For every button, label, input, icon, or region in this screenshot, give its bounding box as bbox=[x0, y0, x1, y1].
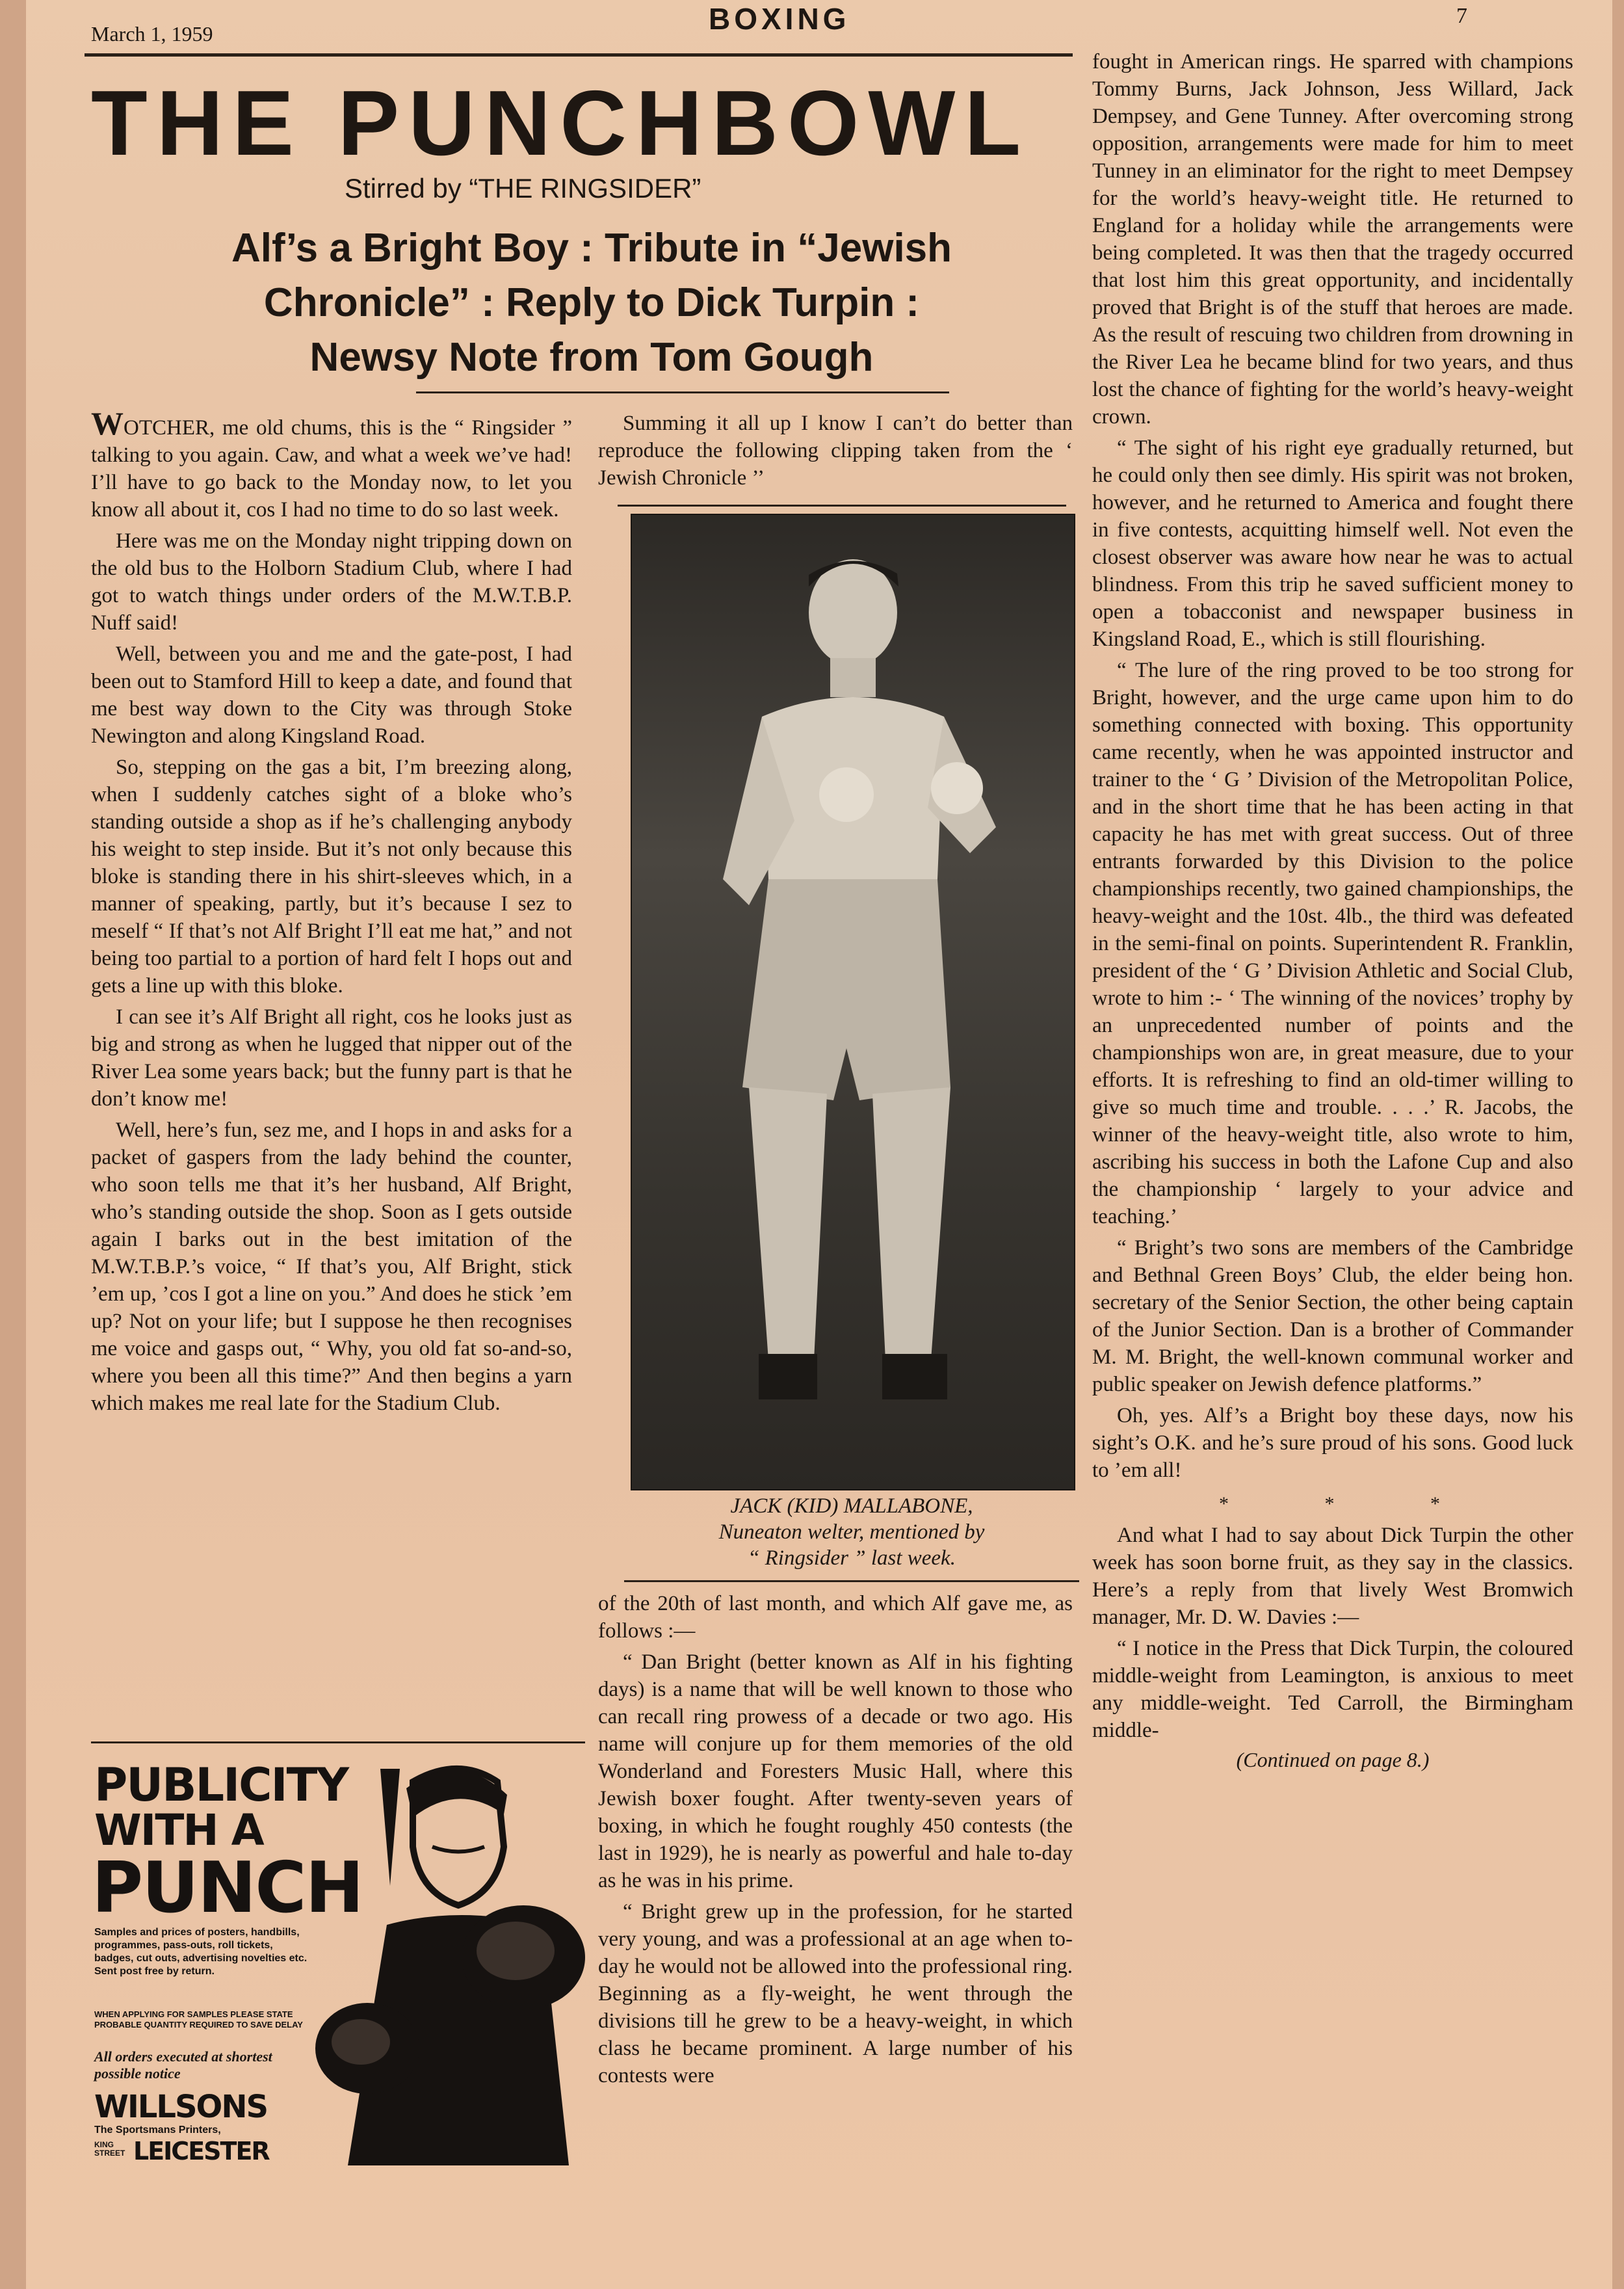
col2-intro: Summing it all up I know I can’t do better than reproduce the following clipping taken from the ‘ Jewish Chronicle ’’ bbox=[598, 412, 1073, 490]
caption-rule bbox=[624, 1580, 1079, 1582]
col3-para-1: fought in American rings. He sparred with champions Tommy Burns, Jack Johnson, Jess Willard, Jack Dempsey, and Gene Tunney. After overcoming strong opposition, arrangements were made for him to meet Tunney in an eliminator for the right to meet Dempsey for the world’s heavy-weight title. He returned to England for a holiday while the arrangements were being completed. It was then that the tragedy occurred that lost him this great opportunity, and incidentally proved that Bright is of the stuff that heroes are made. As the result of rescuing two children from drowning in the River Lea he became blind for two years, and thus lost the chance of fighting for the world’s heavy-weight crown. bbox=[1092, 50, 1573, 429]
willsons-advertisement bbox=[88, 1756, 595, 2165]
ad-orders-text: All orders executed at shortest possible notice bbox=[94, 2048, 272, 2082]
ad-company-name: WILLSONS bbox=[94, 2089, 268, 2125]
boxer-illustration bbox=[309, 1756, 595, 2165]
issue-date: March 1, 1959 bbox=[91, 22, 213, 46]
section-label: BOXING bbox=[709, 2, 850, 36]
headline-rule bbox=[416, 391, 949, 393]
ad-applying-text: WHEN APPLYING FOR SAMPLES PLEASE STATE PROBABLE QUANTITY REQUIRED TO SAVE DELAY bbox=[94, 2009, 303, 2030]
boxer-photo bbox=[631, 514, 1075, 1490]
col2-para-3: “ Bright grew up in the profession, for he started very young, and was a professional at an age when to-day he would not be allowed into the professional ring. Beginning as a fly-weight, he went through the divisions till he grew to be a heavy-weight, in which class he became prominent. A large number of his contests were bbox=[598, 1900, 1073, 2087]
col1-bottom-rule bbox=[91, 1741, 585, 1743]
col1-para-2: Here was me on the Monday night tripping down on the old bus to the Holborn Stadium Club, where I had got to watch things under orders of the M.W.T.B.P. Nuff said! bbox=[91, 529, 572, 635]
col1-para-5: I can see it’s Alf Bright all right, cos he looks just as big and strong as when he lugged that nipper out of the River Lea some years back; but the funny part is that he don’t know me! bbox=[91, 1005, 572, 1111]
col3-para-6: And what I had to say about Dick Turpin the other week has soon borne fruit, as they say in the classics. Here’s a reply from that lively West Bromwich manager, Mr. D. W. Davies :— bbox=[1092, 1524, 1573, 1629]
column-1 bbox=[91, 405, 572, 1421]
column-3 bbox=[1092, 48, 1573, 1772]
ad-line-publicity: PUBLICITY bbox=[94, 1758, 348, 1812]
section-separator: * * * bbox=[1219, 1493, 1486, 1515]
col3-para-7: “ I notice in the Press that Dick Turpin, the coloured middle-weight from Leamington, is anxious to meet any middle-weight. Ted Carroll, the Birmingham middle- bbox=[1092, 1637, 1573, 1742]
col3-para-5: Oh, yes. Alf’s a Bright boy these days, now his sight’s O.K. and he’s sure proud of his sons. Good luck to ’em all! bbox=[1092, 1404, 1573, 1482]
col2-para-2: “ Dan Bright (better known as Alf in his fighting days) is a name that will be well known to those who can recall ring prowess of a decade or two ago. His name will conjure up for them memories of the old Wonderland and Foresters Music Hall, where this Jewish boxer fought. After twenty-seven years of boxing, in which he fought roughly 450 contests (the last in 1929), he is nearly as powerful and hale to-day as he was in his prime. bbox=[598, 1650, 1073, 1892]
col3-para-2: “ The sight of his right eye gradually returned, but he could only then see dimly. His spirit was not broken, however, and he returned to America and fought there in five contests, acquitting himself well. Not even the closest observer was aware how near he was to actual blindness. From this trip he saved sufficient money to open a tobacconist and newspaper business in Kingsland Road, E., which is still flourishing. bbox=[1092, 436, 1573, 651]
headline bbox=[137, 221, 1047, 385]
masthead-title: THE PUNCHBOWL bbox=[91, 72, 1030, 175]
column-2-continued bbox=[598, 1590, 1073, 2093]
ad-line-punch: PUNCH bbox=[92, 1847, 363, 1929]
caption-line-3: “ Ringsider ” last week. bbox=[748, 1546, 956, 1570]
col2-top-rule bbox=[618, 505, 1066, 507]
ad-line-with-a: WITH A bbox=[94, 1805, 263, 1855]
ad-samples-text: Samples and prices of posters, handbills, programmes, pass-outs, roll tickets, badges, cut outs, advertising novelties etc. Sent post free by return. bbox=[94, 1927, 308, 1977]
page-number: 7 bbox=[1456, 4, 1467, 28]
photo-caption bbox=[631, 1493, 1073, 1571]
continued-note: (Continued on page 8.) bbox=[1236, 1748, 1430, 1771]
col1-para-4: So, stepping on the gas a bit, I’m breezing along, when I suddenly catches sight of a bloke who’s standing outside a shop as if he’s challenging anybody his weight to step inside. But it’s not only because this bloke is standing there in his shirt-sleeves which, in a manner of speaking, partly, but it’s because I sez to meself “ If that’s not Alf Bright I’ll eat me hat,” and not being too partial to a portion of hard felt I hops out and gets a line up with this bloke. bbox=[91, 756, 572, 998]
drop-cap: W bbox=[91, 405, 124, 442]
ad-street: KING STREET bbox=[94, 2140, 125, 2158]
caption-line-2: Nuneaton welter, mentioned by bbox=[718, 1520, 985, 1544]
col1-para-6: Well, here’s fun, sez me, and I hops in and asks for a packet of gaspers from the lady behind the counter, who soon tells me that it’s her husband, Alf Bright, who’s standing outside the shop. Soon as I gets outside again I barks out in the best imitation of the M.W.T.B.P.’s voice, “ If that’s you, Alf Bright, stick ’em up, ’cos I got a line on you.” And does he stick ’em up? Not on your life; but I suppose he then recognises me voice and gasps out, “ Why, you old fat so-and-so, where you been all this time?” And then begins a yarn which makes me real late for the Stadium Club. bbox=[91, 1118, 572, 1415]
ad-city: LEICESTER bbox=[133, 2137, 269, 2165]
col1-para-3: Well, between you and me and the gate-post, I had been out to Stamford Hill to keep a date, and found that me best way down to the City was through Stoke Newington and along Kingsland Road. bbox=[91, 642, 572, 748]
col3-para-4: “ Bright’s two sons are members of the Cambridge and Bethnal Green Boys’ Club, the elder being hon. secretary of the Senior Section, the other being captain of the Junior Section. Dan is a brother of Commander M. M. Bright, the well-known communal worker and public speaker on Jewish defence platforms.” bbox=[1092, 1236, 1573, 1396]
ad-company-sub: The Sportsmans Printers, bbox=[94, 2124, 221, 2136]
col1-para-1: WOTCHER, me old chums, this is the “ Ringsider ” talking to you again. Caw, and what a week we’ve had! I’ll have to go back to the Monday now, to let you know all about it, cos I had no time to do so last week. bbox=[91, 405, 572, 522]
newspaper-page bbox=[26, 0, 1612, 2289]
boxer-figure bbox=[632, 515, 1074, 1489]
headline-line-1: Alf’s a Bright Boy : Tribute in “Jewish bbox=[231, 226, 952, 271]
headline-line-3: Newsy Note from Tom Gough bbox=[309, 335, 874, 380]
col3-para-3: “ The lure of the ring proved to be too strong for Bright, however, and the urge came upon him to do something connected with boxing. This opportunity came recently, when he was appointed instructor and trainer to the ‘ G ’ Division of the Metropolitan Police, and in the short time that he has been acting in that capacity he has met with great success. Out of three entrants forwarded by this Division to the police championships recently, two gained championships, the heavy-weight and the 10st. 4lb., the third was defeated in the semi-final on points. Superintendent R. Franklin, president of the ‘ G ’ Division Athletic and Social Club, wrote to him :- ‘ The winning of the novices’ trophy by an unprecedented number of points and the championships won are, in great measure, due to your efforts. It is refreshing to find an old-timer willing to give so much time and trouble. . . .’ R. Jacobs, the winner of the heavy-weight title, also wrote to him, ascribing his success in both the Lafone Cup and also the championship ‘ largely to your advice and teaching.’ bbox=[1092, 659, 1573, 1228]
masthead-byline: Stirred by “THE RINGSIDER” bbox=[345, 173, 701, 204]
headline-line-2: Chronicle” : Reply to Dick Turpin : bbox=[263, 280, 920, 325]
caption-line-1: JACK (KID) MALLABONE, bbox=[730, 1494, 973, 1518]
col2-para-1: of the 20th of last month, and which Alf gave me, as follows :— bbox=[598, 1592, 1073, 1643]
column-2 bbox=[598, 410, 1073, 496]
header-rule bbox=[85, 53, 1073, 57]
